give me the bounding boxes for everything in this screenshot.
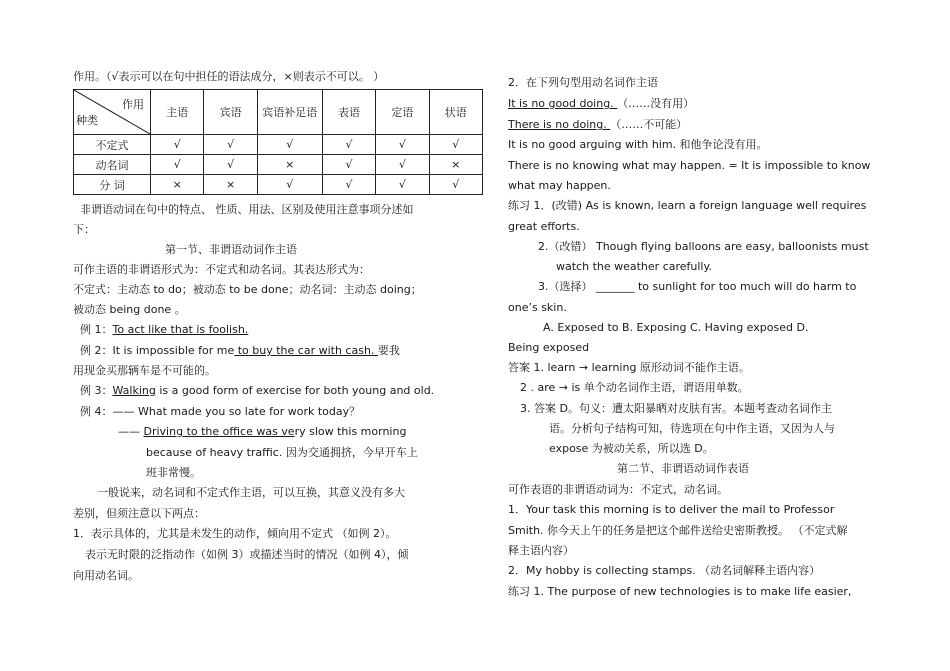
table-cell: √ <box>257 135 322 155</box>
example-label: 例 1： <box>80 323 113 336</box>
table-cell: √ <box>204 155 257 175</box>
row-label: 不定式 <box>74 135 151 155</box>
paragraph-line: because of heavy traffic. 因为交通拥挤，今早开车上 <box>146 446 418 459</box>
example-label: 例 3： <box>80 384 113 397</box>
corner-bottom-label: 种类 <box>76 114 98 127</box>
paragraph-line: 可作主语的非谓语形式为：不定式和动名词。其表达形式为： <box>73 263 370 276</box>
pattern-meaning: （……没有用） <box>617 97 695 110</box>
exercise-line: 练习 1. The purpose of new technologies is to make life easier, <box>508 585 852 598</box>
table-cell: √ <box>257 175 322 195</box>
table-header: 宾语 <box>204 90 257 135</box>
table-cell: √ <box>429 175 482 195</box>
paragraph-line: 下： <box>73 223 95 236</box>
corner-top-label: 作用 <box>122 98 144 111</box>
paragraph-line: 1．表示具体的，尤其是未发生的动作，倾向用不定式 （如例 2）。 <box>73 527 397 540</box>
paragraph-line: 2．My hobby is collecting stamps. （动名词解释主语内容） <box>508 564 821 577</box>
row-label: 动名词 <box>74 155 151 175</box>
underlined-text: It is no good doing. <box>508 97 618 110</box>
underlined-text: To act like that is foolish. <box>112 323 249 336</box>
table-header-row <box>74 90 483 135</box>
section-title-1: 第一节、非谓语动词作主语 <box>165 243 297 256</box>
table-header: 表语 <box>322 90 375 135</box>
table-cell: × <box>429 155 482 175</box>
example-text: 要我 <box>377 344 400 357</box>
example-text: —— <box>118 425 144 438</box>
paragraph-line: 向用动名词。 <box>73 569 139 582</box>
paragraph-line: Smith. 你今天上午的任务是把这个邮件送给史密斯教授。 （不定式解 <box>508 524 848 537</box>
table-header: 状语 <box>429 90 482 135</box>
paragraph-line: 表示无时限的泛指动作（如例 3）或描述当时的情况（如例 4），倾 <box>85 548 409 561</box>
table-cell: √ <box>151 155 204 175</box>
choice-line: Being exposed <box>508 341 590 354</box>
table-row <box>74 175 483 195</box>
underlined-text: Driving to the office was ve <box>143 425 295 438</box>
table-cell: × <box>151 175 204 195</box>
paragraph-line: There is no knowing what may happen. = It is impossible to know <box>508 159 871 172</box>
table-header: 主语 <box>151 90 204 135</box>
table-cell: √ <box>376 175 429 195</box>
paragraph-line: 非谓语动词在句中的特点、 性质、用法、区别及使用注意事项分述如 <box>80 203 414 216</box>
answer-line: 答案 1. learn → learning 原形动词不能作主语。 <box>508 361 750 374</box>
paragraph-line: one’s skin. <box>508 301 567 314</box>
answer-line: 语。分析句子结构可知，待选项在句中作主语，又因为人与 <box>549 422 835 435</box>
table-cell: √ <box>322 155 375 175</box>
paragraph-line: great efforts. <box>508 220 580 233</box>
pattern-line <box>508 97 694 111</box>
pattern-line <box>508 118 687 132</box>
paragraph-line: 差别，但须注意以下两点： <box>73 507 205 520</box>
example-4: 例 4：—— What made you so late for work today？ <box>80 405 361 418</box>
table-cell: √ <box>151 135 204 155</box>
underlined-text: Walking <box>112 384 156 397</box>
table-row <box>74 135 483 155</box>
paragraph-line: what may happen. <box>508 179 611 192</box>
table-cell: √ <box>322 135 375 155</box>
table-cell: × <box>204 175 257 195</box>
example-4-answer <box>118 425 406 439</box>
comparison-table <box>73 89 483 195</box>
example-text: ry slow this morning <box>294 425 407 438</box>
example-text: is a good form of exercise for both young and old. <box>155 384 435 397</box>
example-label: 例 2：It is impossible for me <box>80 344 235 357</box>
exercise-line: 练习 1．(改错) As is known, learn a foreign language well requires <box>508 199 867 212</box>
section-title-2: 第二节、非谓语动词作表语 <box>617 462 749 475</box>
paragraph-line: watch the weather carefully. <box>556 260 712 273</box>
underlined-text: to buy the car with cash. <box>234 344 378 357</box>
example-1 <box>80 323 248 337</box>
paragraph-line: 用现金买那辆车是不可能的。 <box>73 364 216 377</box>
table-header: 定语 <box>376 90 429 135</box>
table-cell: √ <box>376 155 429 175</box>
table-row <box>74 155 483 175</box>
example-3 <box>80 384 434 398</box>
table-cell: √ <box>204 135 257 155</box>
table-cell: √ <box>322 175 375 195</box>
paragraph-line: 不定式：主动态 to do；被动态 to be done；动名词：主动态 doing； <box>73 283 422 296</box>
choice-line: A. Exposed to B. Exposing C. Having exposed D. <box>543 321 809 334</box>
table-corner-cell <box>74 90 151 135</box>
paragraph-line: 2．在下列句型用动名词作主语 <box>508 76 658 89</box>
paragraph-line: It is no good arguing with him. 和他争论没有用。 <box>508 138 768 151</box>
intro-line: 作用。（√表示可以在句中担任的语法成分，×则表示不可以。 ） <box>73 70 385 83</box>
paragraph-line: 1．Your task this morning is to deliver the mail to Professor <box>508 503 835 516</box>
table-cell: √ <box>429 135 482 155</box>
paragraph-line: 一般说来，动名词和不定式作主语，可以互换，其意义没有多大 <box>97 486 405 499</box>
paragraph-line: 班非常慢。 <box>146 466 201 479</box>
pattern-meaning: （……不可能） <box>610 118 688 131</box>
table-cell: × <box>257 155 322 175</box>
answer-line: 2 . are → is 单个动名词作主语，谓语用单数。 <box>520 381 749 394</box>
example-2 <box>80 344 400 358</box>
answer-line: expose 为被动关系，所以选 D。 <box>549 442 714 455</box>
paragraph-line: 可作表语的非谓语动词为：不定式，动名词。 <box>508 483 728 496</box>
exercise-line: 2.（改错） Though flying balloons are easy, balloonists must <box>538 240 869 253</box>
paragraph-line: 被动态 being done 。 <box>73 303 186 316</box>
exercise-line: 3.（选择） _______ to sunlight for too much will do harm to <box>538 280 857 293</box>
underlined-text: There is no doing. <box>508 118 611 131</box>
paragraph-line: 释主语内容） <box>508 544 574 557</box>
row-label: 分 词 <box>74 175 151 195</box>
table-header: 宾语补足语 <box>257 90 322 135</box>
answer-line: 3. 答案 D。句义：遭太阳暴晒对皮肤有害。本题考查动名词作主 <box>520 402 832 415</box>
table-cell: √ <box>376 135 429 155</box>
